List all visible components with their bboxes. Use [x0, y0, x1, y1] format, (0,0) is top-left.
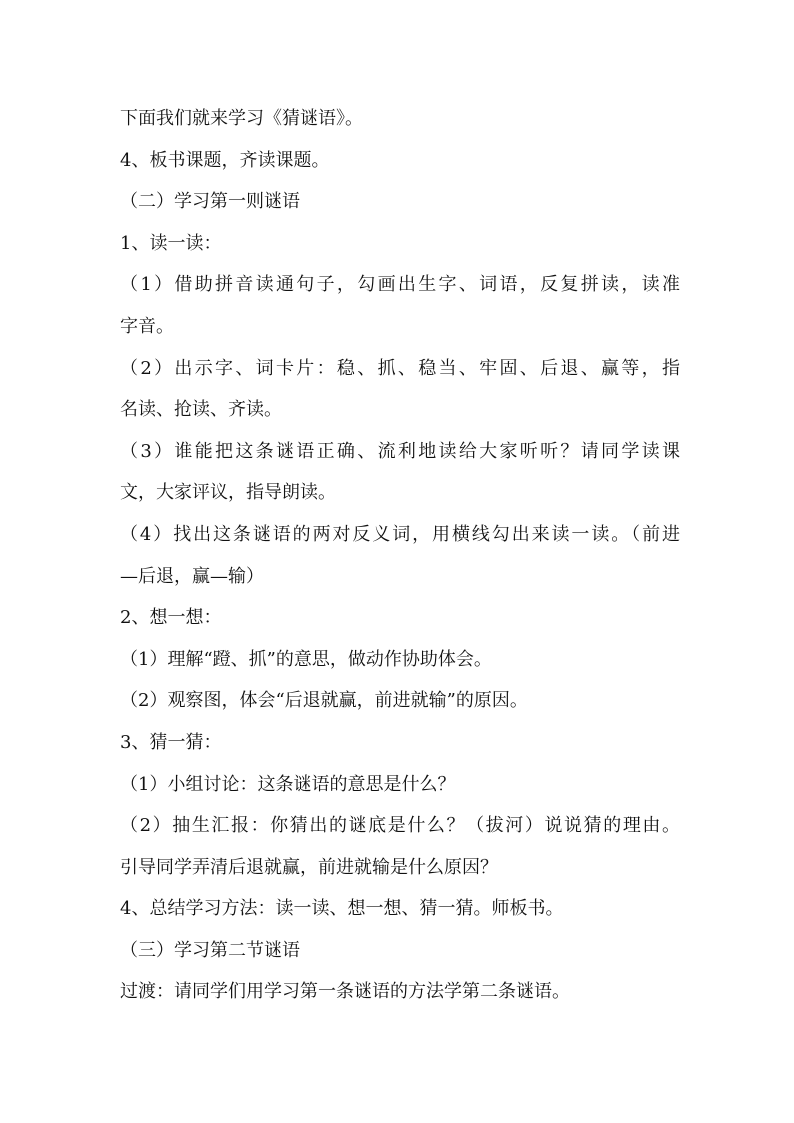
section-heading: （二）学习第一则谜语 — [120, 191, 300, 213]
text-line: 文，大家评议，指导朗读。 — [120, 482, 336, 504]
text-line: （3）谁能把这条谜语正确、流利地读给大家听听？请同学读课 — [120, 440, 680, 462]
text-line: （2）出示字、词卡片：稳、抓、稳当、牢固、后退、赢等，指 — [120, 357, 680, 379]
section-heading: （三）学习第二节谜语 — [120, 939, 300, 961]
text-line: 4、总结学习方法：读一读、想一想、猜一猜。师板书。 — [120, 898, 564, 920]
document-body — [120, 98, 680, 1013]
text-line: 下面我们就来学习《猜谜语》。 — [120, 108, 363, 129]
text-line: —后退，赢—输） — [120, 565, 264, 587]
text-line: （2）抽生汇报：你猜出的谜底是什么？（拔河）说说猜的理由。 — [120, 815, 680, 837]
text-line: （4）找出这条谜语的两对反义词，用横线勾出来读一读。（前进 — [120, 523, 680, 545]
text-line: （1）小组讨论：这条谜语的意思是什么？ — [120, 773, 456, 795]
text-line: （1）理解“蹬、抓”的意思，做动作协助体会。 — [120, 648, 492, 670]
text-line: （2）观察图，体会“后退就赢，前进就输”的原因。 — [120, 690, 528, 712]
text-line: （1）借助拼音读通句子，勾画出生字、词语，反复拼读，读准 — [120, 274, 680, 296]
text-line: 4、板书课题，齐读课题。 — [120, 149, 330, 171]
text-line: 字音。 — [120, 315, 174, 337]
step-heading: 3、猜一猜： — [120, 731, 222, 753]
text-line: 名读、抢读、齐读。 — [120, 399, 282, 421]
text-line: 引导同学弄清后退就赢，前进就输是什么原因？ — [120, 856, 498, 878]
step-heading: 1、读一读： — [120, 232, 222, 254]
step-heading: 2、想一想： — [120, 607, 222, 629]
text-line: 过渡：请同学们用学习第一条谜语的方法学第二条谜语。 — [120, 981, 570, 1003]
